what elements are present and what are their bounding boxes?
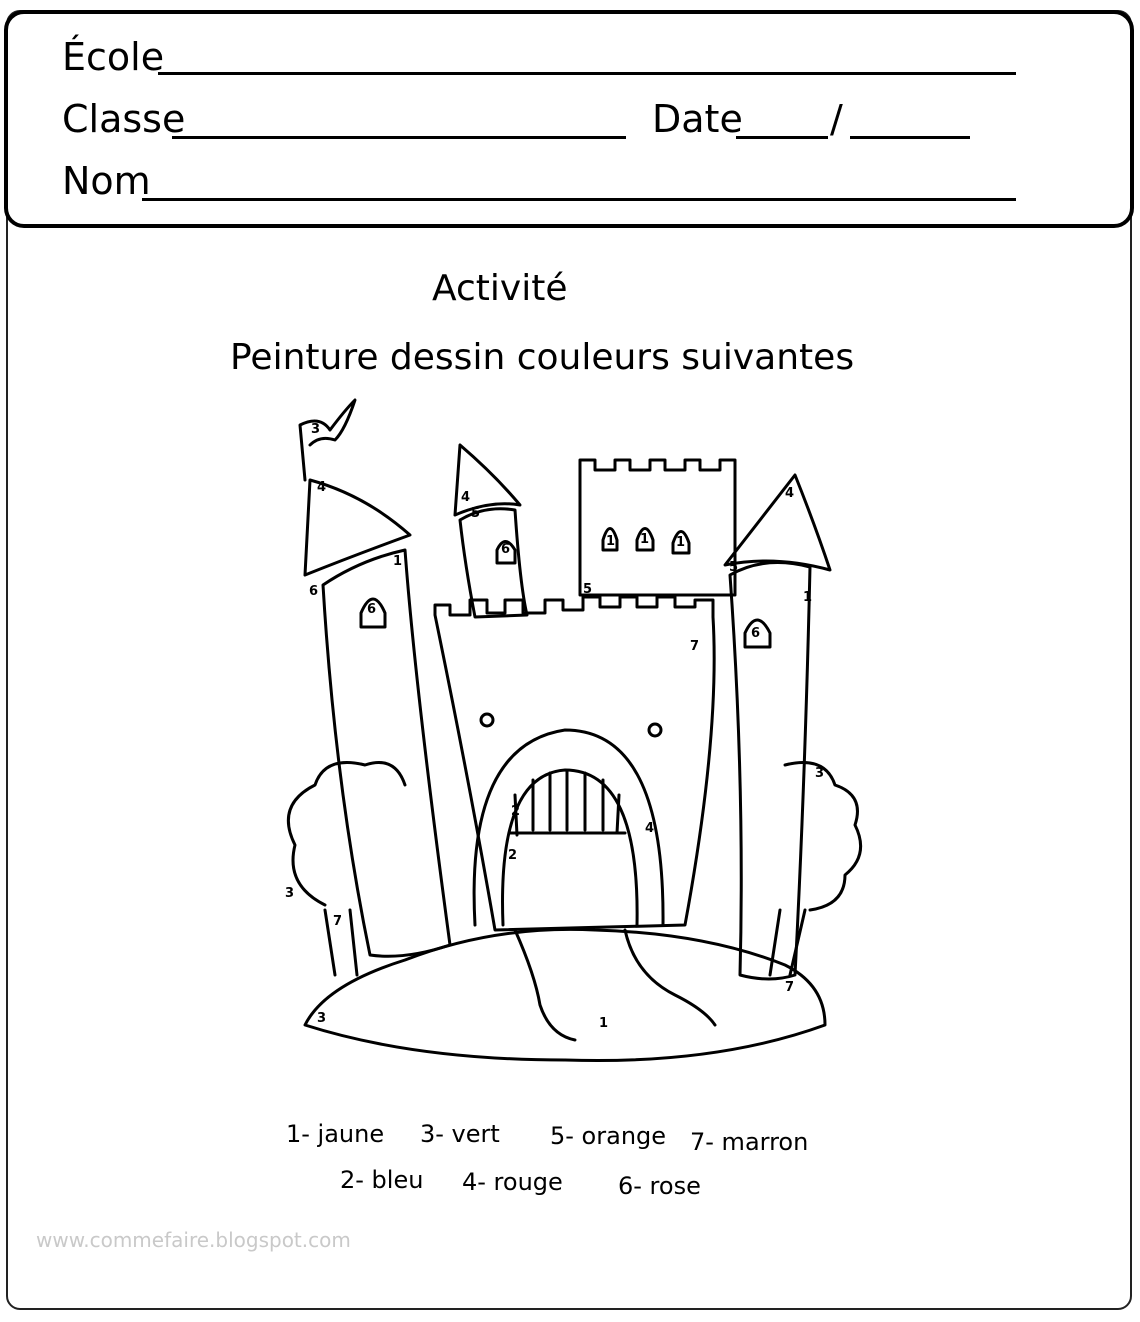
- region-number: 6: [501, 542, 511, 557]
- castle-drawing: [265, 385, 875, 1075]
- region-number: 2: [511, 804, 521, 819]
- date-month-line[interactable]: [850, 136, 970, 139]
- wall-hole-left: [481, 714, 493, 726]
- region-number: 4: [785, 486, 795, 501]
- region-number: 1: [640, 532, 650, 547]
- region-number: 1: [393, 554, 403, 569]
- ground-path: [515, 930, 715, 1040]
- legend-item-bleu: 2- bleu: [340, 1166, 424, 1194]
- date-field: [652, 97, 743, 141]
- gate-arch-inner: [503, 770, 638, 925]
- nom-label: Nom: [62, 159, 151, 203]
- watermark: www.commefaire.blogspot.com: [36, 1228, 351, 1252]
- left-flag: [300, 400, 355, 480]
- region-number: 6: [367, 602, 377, 617]
- activity-subheading: Peinture dessin couleurs suivantes: [230, 337, 855, 378]
- classe-field: [62, 97, 186, 141]
- legend-item-rouge: 4- rouge: [462, 1168, 563, 1196]
- wall-hole-right: [649, 724, 661, 736]
- date-label: Date: [652, 97, 743, 141]
- keep-tower: [580, 460, 735, 595]
- region-number: 3: [317, 1011, 327, 1026]
- region-number: 3: [311, 422, 321, 437]
- region-number: 3: [285, 886, 295, 901]
- activity-heading: Activité: [432, 268, 568, 309]
- left-tower: [323, 550, 450, 956]
- region-number: 1: [599, 1016, 609, 1031]
- date-day-line[interactable]: [736, 136, 828, 139]
- region-number: 7: [690, 639, 700, 654]
- ecole-line[interactable]: [158, 72, 1016, 75]
- left-tree: [288, 763, 405, 906]
- ecole-field: [62, 35, 165, 79]
- right-tower: [730, 563, 813, 980]
- region-number: 1: [803, 590, 813, 605]
- legend-item-marron: 7- marron: [690, 1128, 809, 1156]
- right-tower-roof: [725, 475, 830, 570]
- region-number: 7: [785, 980, 795, 995]
- region-number: 5: [583, 582, 593, 597]
- portcullis: [510, 771, 625, 835]
- region-number: 3: [815, 766, 825, 781]
- nom-line[interactable]: [142, 198, 1016, 201]
- region-number: 6: [751, 626, 761, 641]
- region-number: 4: [645, 821, 655, 836]
- main-wall: [435, 597, 714, 930]
- region-number: 1: [606, 534, 616, 549]
- classe-line[interactable]: [172, 136, 626, 139]
- legend-item-orange: 5- orange: [550, 1122, 667, 1150]
- region-number: 5: [471, 506, 481, 521]
- ecole-label: École: [62, 35, 165, 79]
- region-number: 7: [333, 914, 343, 929]
- ground-hill: [305, 929, 825, 1060]
- region-number: 4: [317, 480, 327, 495]
- region-number: 4: [461, 490, 471, 505]
- region-number: 2: [508, 848, 518, 863]
- legend-item-vert: 3- vert: [420, 1120, 500, 1148]
- classe-label: Classe: [62, 97, 186, 141]
- region-number: 1: [676, 535, 686, 550]
- right-tree: [785, 763, 861, 911]
- region-number: 6: [309, 584, 319, 599]
- legend-item-rose: 6- rose: [618, 1172, 701, 1200]
- date-separator: /: [830, 97, 843, 141]
- region-number: 5: [729, 560, 739, 575]
- nom-field: [62, 159, 151, 203]
- legend-item-jaune: 1- jaune: [286, 1120, 385, 1148]
